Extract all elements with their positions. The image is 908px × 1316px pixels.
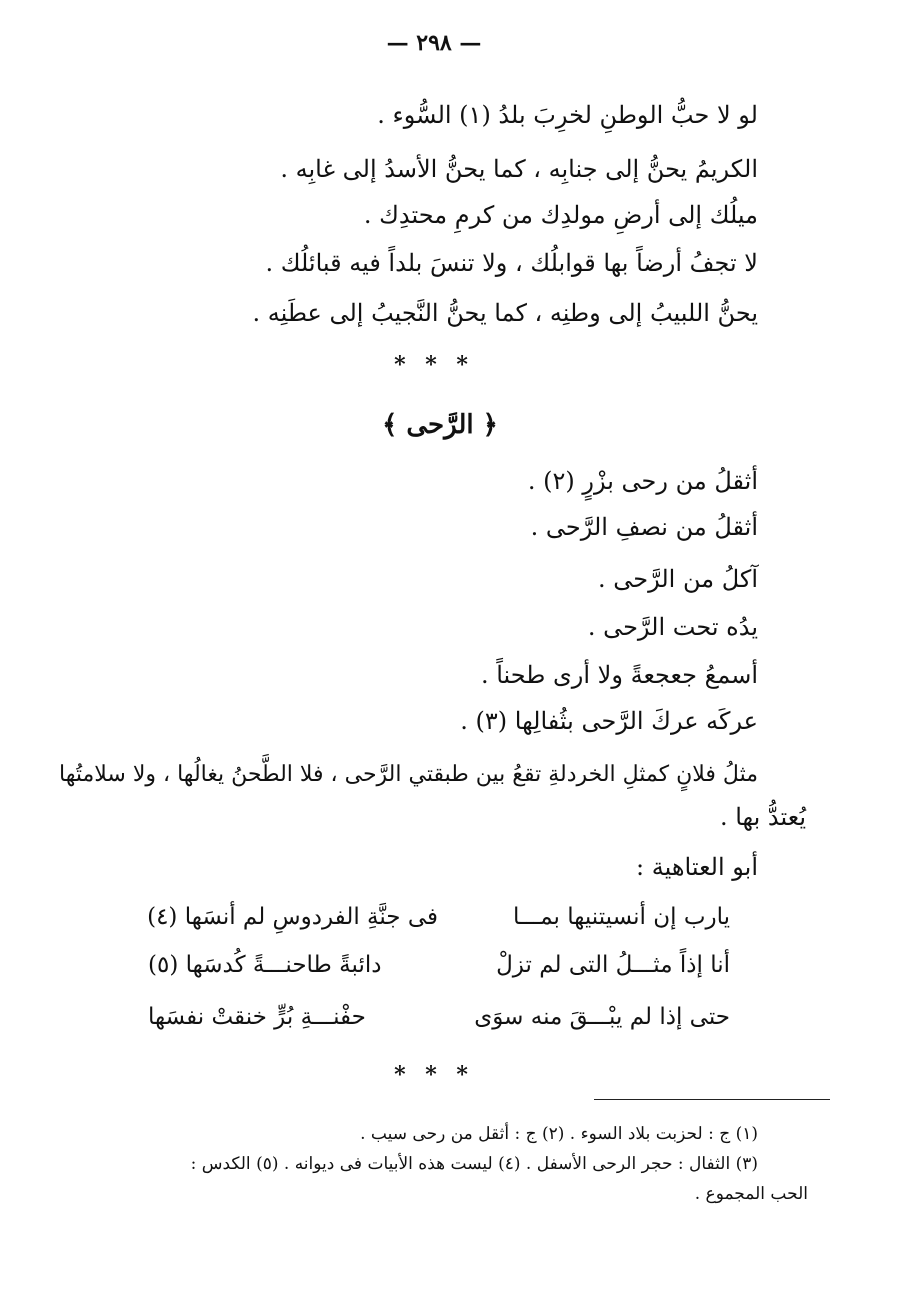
proverb-line: أثقلُ من رحى بزْرٍ (٢) .	[527, 467, 758, 495]
footnote-line: (٣) الثفال : حجر الرحى الأسفل . (٤) ليست هذه الأبيات فى ديوانه . (٥) الكدس :	[190, 1154, 758, 1174]
proverb-line: ميلُك إلى أرضِ مولدِك من كرمِ محتدِك .	[363, 201, 758, 229]
proverb-line: عركَه عركَ الرَّحى بثُفالِها (٣) .	[460, 707, 758, 735]
proverb-line: آكلُ من الرَّحى .	[598, 565, 758, 593]
verse-first-hemistich: حتى إذا لم يبْـــقَ منه سوَى	[474, 1004, 730, 1030]
verse-first-hemistich: أنا إذاً مثـــلُ التى لم تزلْ	[496, 952, 730, 978]
verse-second-hemistich: حفْنـــةِ بُرٍّ خنقتْ نفسَها	[148, 1004, 366, 1030]
paragraph-line: مثلُ فلانٍ كمثلِ الخردلةِ تقعُ بين طبقتي الرَّحى ، فلا الطَّحنُ يغالُها ، ولا سلامتُها	[59, 762, 758, 787]
page-number: — ٢٩٨ —	[386, 30, 482, 56]
proverb-line: لا تجفُ أرضاً بها قوابلُك ، ولا تنسَ بلداً فيه قبائلُك .	[265, 249, 758, 277]
proverb-line: يحنُّ اللبيبُ إلى وطنِه ، كما يحنُّ النَّجيبُ إلى عطَنِه .	[252, 299, 758, 327]
proverb-line: أثقلُ من نصفِ الرَّحى .	[530, 513, 758, 541]
proverb-line: لو لا حبُّ الوطنِ لخرِبَ بلدُ (١) السُّوء .	[377, 101, 758, 129]
section-title: ﴿ الرَّحى ﴾	[382, 410, 498, 440]
section-separator: * * *	[394, 352, 474, 378]
section-separator: * * *	[394, 1062, 474, 1088]
poet-name: أبو العتاهية :	[636, 853, 758, 881]
verse-second-hemistich: دائبةً طاحنـــةً كُدسَها (٥)	[148, 952, 382, 978]
proverb-line: يدُه تحت الرَّحى .	[587, 613, 758, 641]
proverb-line: أسمعُ جعجعةً ولا أرى طحناً .	[480, 661, 758, 689]
paragraph-line: يُعتدُّ بها .	[719, 803, 806, 831]
footnote-line: الحب المجموع .	[694, 1184, 808, 1204]
footnote-line: (١) ج : لحزبت بلاد السوء . (٢) ج : أثقل من رحى سيب .	[360, 1124, 758, 1144]
verse-first-hemistich: يارب إن أنسيتنيها بمـــا	[513, 904, 730, 930]
footnote-divider	[594, 1099, 830, 1100]
proverb-line: الكريمُ يحنُّ إلى جنابِه ، كما يحنُّ الأسدُ إلى غابِه .	[280, 155, 758, 183]
verse-second-hemistich: فى جنَّةِ الفردوسِ لم أنسَها (٤)	[147, 904, 438, 930]
